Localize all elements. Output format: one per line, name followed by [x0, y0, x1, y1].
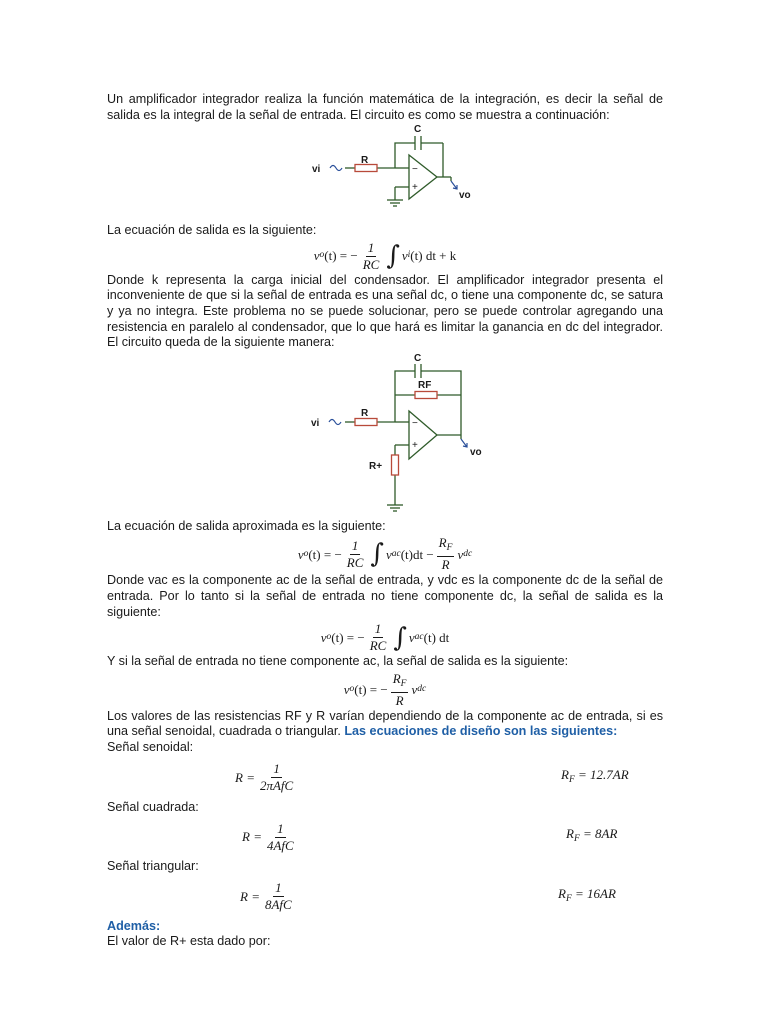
paragraph-5: Los valores de las resistencias RF y R varían dependiendo de la componente ac de entrada, si es una señal senoidal, cuadrada o triangular. Las ecuaciones de diseño son las siguientes: [107, 708, 663, 739]
design-equations-heading: Las ecuaciones de diseño son las siguientes: [344, 724, 618, 739]
inverting-sign: − [412, 417, 418, 429]
integral-sign: ∫ [370, 539, 384, 570]
feedback-resistor-label: RF [418, 379, 432, 391]
capacitor-label: C [414, 124, 422, 136]
noninverting-sign: + [412, 182, 418, 194]
equation-2: v o (t) = − $\frac{1}{RC}$ ∫ v ac (t)dt − $\frac{R_F}{R}$ v dc [297, 535, 473, 573]
equation1-intro: La ecuación de salida es la siguiente: [107, 223, 317, 238]
integral-sign: ∫ [393, 622, 407, 653]
integrator-circuit-diagram [285, 123, 485, 223]
rplus-label: R+ [369, 460, 383, 472]
ademas-heading: Además: [107, 918, 161, 933]
triangular-design-equations: R = $\frac{1}{\text{8AfC}}$ $R_F = 16AR$ [240, 880, 616, 913]
inverting-sign: − [412, 164, 418, 176]
paragraph-4: Y si la señal de entrada no tiene componente ac, la señal de salida es la siguiente: [107, 654, 569, 669]
capacitor-label: C [414, 352, 422, 364]
equation-3: v o (t) = − $\frac{1}{RC}$ ∫ v ac (t) dt [320, 621, 450, 654]
output-label: vo [470, 446, 482, 458]
output-label: vo [459, 190, 471, 202]
integral-sign: ∫ [386, 241, 400, 272]
last-line: El valor de R+ esta dado por: [107, 934, 271, 949]
equation2-intro: La ecuación de salida aproximada es la siguiente: [107, 518, 386, 533]
senoidal-design-equations: R = $\frac{1}{\text{2πAfC}}$ $R_F = 12.7AR$ [235, 761, 629, 793]
integrator-rf-circuit-diagram [285, 351, 485, 519]
equation-4: v o (t) = − $\frac{R_F}{R}$ v dc [343, 670, 427, 708]
resistor-label: R [361, 407, 369, 419]
input-label: vi [312, 164, 321, 176]
noninverting-sign: + [412, 439, 418, 451]
paragraph-3: Donde vac es la componente ac de la señal de entrada, y vdc es la componente dc de la señal de entrada. Por lo tanto si la señal de entrada no tiene componente dc, la señal de salida es la siguiente: [107, 573, 663, 619]
paragraph-2: Donde k representa la carga inicial del condensador. El amplificador integrador presenta el inconveniente de que si la señal de entrada es una señal dc, o tiene una componente dc, se satura y ya no integra. Este problema no se puede solucionar, pero se puede controlar agregando una resistencia en paralelo al condensador, que lo que hará es limitar la ganancia en dc del integrador. El circuito queda de la siguiente manera: [107, 272, 663, 350]
equation-1: v o (t) = − $\frac{1}{RC}$ ∫ v i (t) dt + k [313, 239, 457, 272]
intro-paragraph: Un amplificador integrador realiza la función matemática de la integración, es decir la señal de salida es la integral de la señal de entrada. El circuito es como se muestra a continuación: [107, 92, 663, 122]
input-label: vi [311, 417, 320, 429]
senoidal-label: Señal senoidal: [107, 739, 194, 754]
resistor-label: R [361, 155, 369, 167]
cuadrada-design-equations: R = $\frac{1}{\text{4AfC}}$ $R_F = 8AR$ [242, 820, 618, 853]
triangular-label: Señal triangular: [107, 859, 199, 874]
cuadrada-label: Señal cuadrada: [107, 799, 199, 814]
document-page [107, 92, 663, 950]
